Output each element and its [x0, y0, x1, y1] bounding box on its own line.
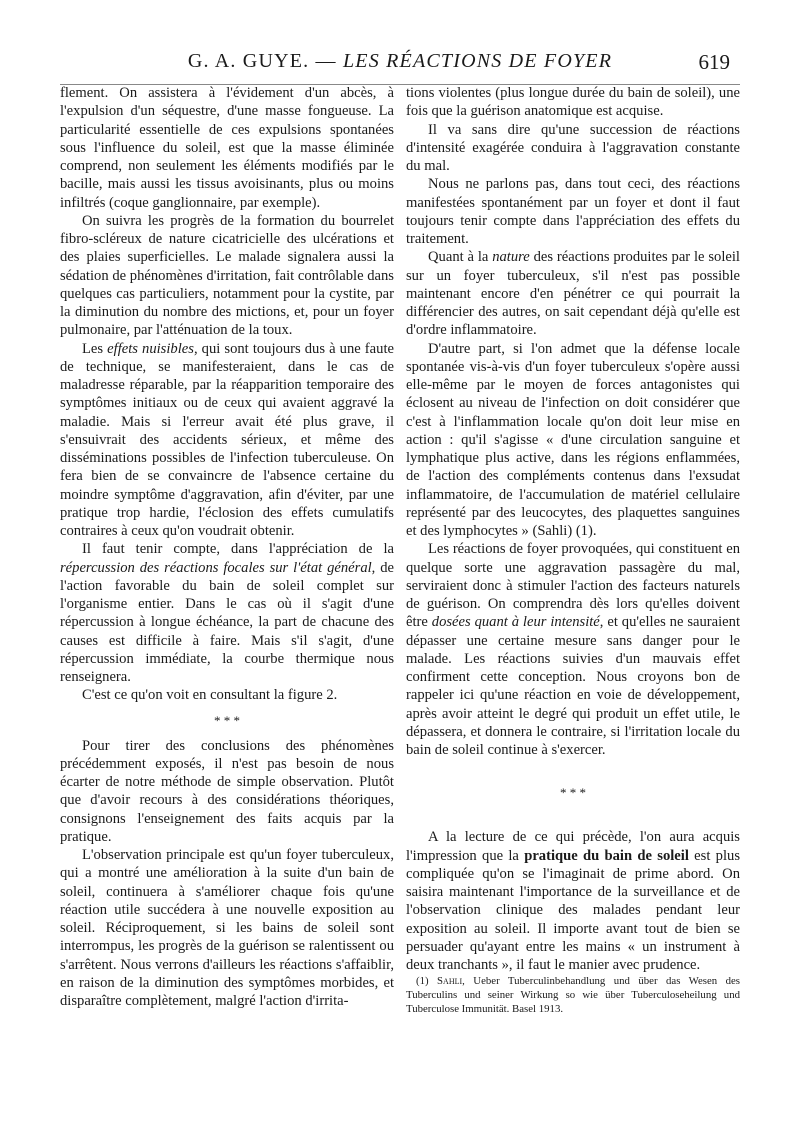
paragraph: Il va sans dire qu'une succession de réactions d'intensité exagérée conduira à l'aggravation constante du mal.	[406, 121, 740, 174]
paragraph: C'est ce qu'on voit en consultant la figure 2.	[82, 687, 338, 704]
section-separator: * * *	[560, 785, 586, 801]
running-head	[60, 50, 740, 73]
header-dash: —	[309, 50, 343, 72]
paragraph: Les réactions de foyer provoquées, qui constituent en quelque sorte une aggravation passagère du mal, serviraient donc à stimuler l'action des facteurs naturels de guérison. On comprendra dès lors qu'elles doivent être dosées quant à leur intensité, et qu'elles ne sauraient dépasser une certaine mesure sans danger pour le malade. Les réactions suivies d'un mauvais effet confirment cette conception. Nous croyons bon de rappeler ici qu'une réaction en voie de développement, après avoir atteint le degré qui produit un effet utile, le dépassera, et donnera le contraire, si l'irritation locale du bain de soleil continue à s'exercer.	[406, 541, 740, 758]
paragraph: Pour tirer des conclusions des phénomènes précédemment exposés, il n'est pas besoin de nous écarter de notre méthode de simple observation. Plutôt que d'avoir recours à des considérations théoriques, consignons l'enseignement des faits acquis par la pratique.	[60, 737, 394, 845]
emphasis: répercussion des réactions focales sur l'état général	[60, 559, 372, 576]
paragraph: Nous ne parlons pas, dans tout ceci, des réactions manifestées spontanément par un foyer et dont il faut toujours tenir compte dans l'appréciation des effets du traitement.	[406, 176, 740, 247]
paragraph: L'observation principale est qu'un foyer tuberculeux, qui a montré une amélioration à la suite d'un bain de soleil, continuera à s'améliorer chaque fois qu'une réaction utile succédera à une nouvelle exposition au soleil. Réciproquement, si les bains de soleil sont interrompus, les progrès de la guérison se ralentissent ou s'arrêtent. Nous verrons d'ailleurs les réactions s'affaiblir, en raison de la diminution des symptômes morbides, et disparaître complètement, malgré l'action d'irrita-	[60, 847, 394, 1009]
paragraph: D'autre part, si l'on admet que la défense locale spontanée vis-à-vis d'un foyer tuberculeux s'opère aussi elle-même par le moyen de forces antagonistes qui éclosent au niveau de l'infection on doit considérer que c'est à l'inflammation locale qu'on doit leur mise en action : qu'il s'agisse « d'une circulation sanguine et lymphatique plus active, dans les régions enflammées, de l'action des compléments contenus dans l'exsudat inflammatoire, de l'accumulation de matériel cellulaire représenté par des leucocytes, des plaquettes sanguines et des lymphocytes » (Sahli) (1).	[406, 340, 740, 539]
running-header	[60, 44, 740, 85]
right-column	[406, 84, 740, 1016]
bold-phrase: pratique du bain de soleil	[524, 847, 689, 864]
page-number: 619	[698, 50, 730, 74]
footnote: (1) Sahli, Ueber Tuberculinbehandlung und über das Wesen des Tuberculins und seiner Wirkung so wie über Tuberculoseheilung und Tuberculose Immunität. Basel 1913.	[406, 975, 740, 1016]
emphasis: nature	[492, 249, 530, 266]
paragraph: A la lecture de ce qui précède, l'on aura acquis l'impression que la pratique du bain de soleil est plus compliquée qu'on se l'imaginait de prime abord. On saisira maintenant l'importance de la surveillance et de l'observation clinique des malades pendant leur exposition au soleil. Il importe avant tout de bien se persuader qu'ayant entre les mains « un instrument à deux tranchants », il faut le manier avec prudence.	[406, 829, 741, 973]
paragraph: On suivra les progrès de la formation du bourrelet fibro-scléreux de nature cicatricielle des ulcérations et des plaies superficielles. Le malade signalera aussi la sédation de phénomènes d'irritation, fait contrôlable dans quelques cas particuliers, notamment pour la cystite, par la diminution du nombre des mictions, et, pour un foyer pulmonaire, par l'atténuation de la toux.	[60, 212, 394, 339]
section-separator: * * *	[214, 712, 240, 728]
paragraph: Les effets nuisibles, qui sont toujours dus à une faute de technique, se manifesteraient, dans le cas de maladresse réparable, par la réapparition temporaire des symptômes initiaux ou de ceux qui avaient aggravé la maladie. Mais si l'erreur avait été plus grave, il s'ensuivrait des accidents sérieux, et même des disséminations possibles de l'infection tuberculeuse. On fera bien de se convaincre de l'absence certaine du moindre symptôme d'aggravation, afin d'éviter, par une pratique trop hardie, l'éclosion des effets cumulatifs contraires à ceux qu'on voudrait obtenir.	[60, 340, 394, 539]
paragraph: tions violentes (plus longue durée du bain de soleil), une fois que la guérison anatomique est acquise.	[406, 85, 740, 120]
emphasis: dosées quant à leur intensité	[431, 614, 600, 631]
left-column	[60, 84, 394, 1010]
header-title: LES RÉACTIONS DE FOYER	[342, 50, 613, 72]
paragraph: flement. On assistera à l'évidement d'un abcès, à l'expulsion d'un séquestre, d'une masse fongueuse. La particularité essentielle de ces expulsions spontanées sous l'influence du soleil, est que la masse éliminée comprend, non seulement les éléments modifiés par le bacille, mais aussi les tissus avoisinants, plus ou moins infiltrés (coque ganglionnaire, par exemple).	[60, 85, 394, 211]
paragraph: Il faut tenir compte, dans l'appréciation de la répercussion des réactions focales sur l'état général, de l'action favorable du bain de soleil complet sur l'organisme entier. Dans le cas où il s'agit d'une répercussion à longue échéance, la part de chacune des causes est difficile à faire. Mais s'il s'agit, d'une répercussion immédiate, la courbe thermique nous renseignera.	[60, 541, 394, 685]
paragraph: Quant à la nature des réactions produites par le soleil sur un foyer tuberculeux, s'il n'est pas possible maintenant encore d'en pénétrer ce qui pourrait la différencier des autres, on sait cependant déjà qu'elle est d'ordre inflammatoire.	[406, 249, 740, 339]
emphasis: effets nuisibles	[107, 340, 194, 357]
header-author: G. A. GUYE.	[187, 50, 310, 72]
